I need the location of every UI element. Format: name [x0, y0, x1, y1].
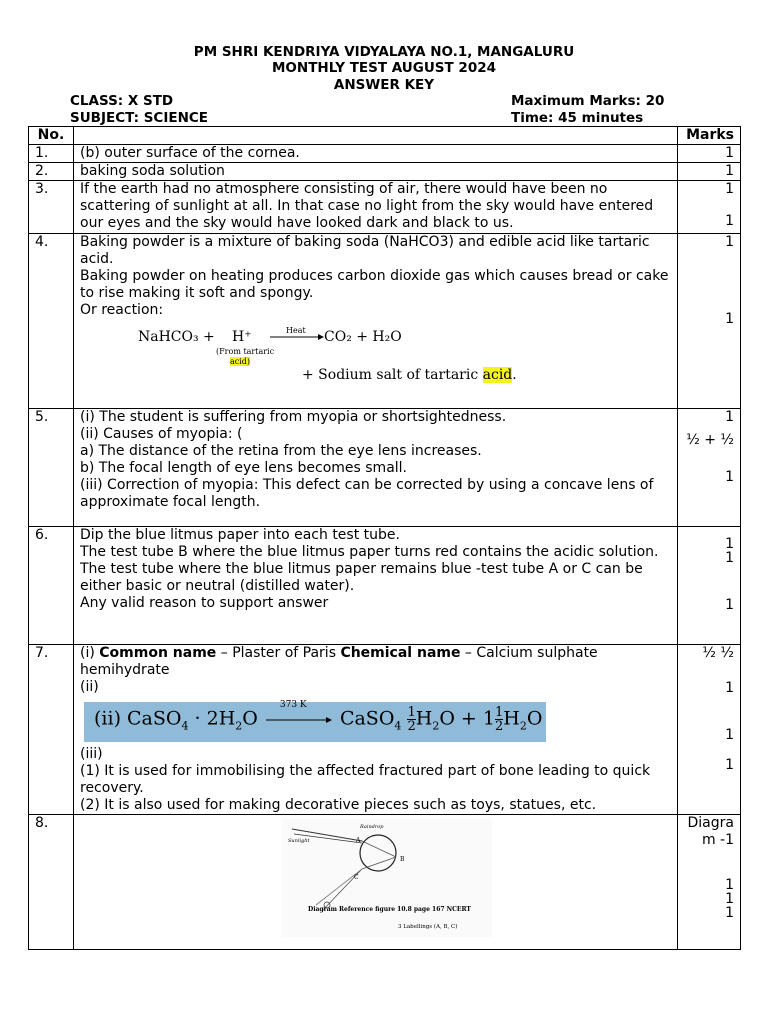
marks-value: 1 [725, 181, 734, 197]
eq-period: . [512, 367, 517, 383]
eq-reactant-2: H⁺ [232, 329, 252, 345]
question-number: 2. [29, 163, 74, 181]
question-number: 5. [29, 409, 74, 527]
marks-value: 1 [725, 905, 734, 921]
marks-value: ½ ½ [702, 645, 734, 661]
answer-key-table [28, 126, 741, 950]
marks-cell [678, 527, 741, 645]
answer-cell [74, 409, 678, 527]
table-row [29, 645, 741, 815]
chemical-name-label: Chemical name [340, 645, 461, 661]
marks-value: m -1 [701, 832, 734, 848]
question-number: 7. [29, 645, 74, 815]
part-iii-label: (iii) [80, 746, 103, 762]
answer-cell [74, 527, 678, 645]
answer-text: (iii) Correction of myopia: This defect can be corrected by using a concave lens of approximate focal length. [80, 477, 654, 510]
answer-text [80, 645, 671, 679]
marks-cell [678, 181, 741, 234]
eq-left: (ii) CaSO [94, 707, 182, 730]
diagram-label-b: B [400, 856, 405, 863]
frac-den: 2 [407, 719, 416, 734]
diagram-label-raindrop: Raindrop [360, 824, 384, 830]
table-row [29, 163, 741, 181]
header-marks: Marks [678, 127, 741, 145]
table-row [29, 234, 741, 409]
common-name-value: – Plaster of Paris [216, 645, 341, 661]
answer-text: The test tube B where the blue litmus paper turns red contains the acidic solution. [80, 544, 659, 560]
table-header-row [29, 127, 741, 145]
common-name-label: Common name [99, 645, 217, 661]
eq-acid-highlight: acid [482, 367, 513, 383]
raindrop-dispersion-svg [282, 819, 492, 937]
question-number: 3. [29, 181, 74, 234]
eq-reactant-1: NaHCO₃ + [138, 329, 215, 345]
eq-mid: · 2H [188, 707, 236, 730]
eq-condition: 373 K [279, 699, 307, 710]
eq-arrow-svg [264, 710, 334, 730]
diagram-label-a: A [356, 837, 361, 844]
subject-label: SUBJECT: SCIENCE [70, 110, 208, 126]
eq-fraction [407, 706, 415, 733]
answer-text: Baking powder on heating produces carbon dioxide gas which causes bread or cake to rise making it soft and spongy. [80, 268, 669, 301]
eq-products: CO₂ + H₂O [324, 329, 402, 345]
marks-value: 1 [725, 757, 734, 773]
marks-cell [678, 409, 741, 527]
marks-value: ½ + ½ [686, 432, 734, 448]
answer-cell [74, 645, 678, 815]
eq-line2 [302, 367, 517, 384]
marks-value: 1 [725, 536, 734, 552]
marks-value: 1 [725, 680, 734, 696]
frac-num: 1 [494, 705, 504, 720]
part-ii-label: (ii) [80, 679, 99, 695]
marks-value: 1 [725, 234, 734, 250]
table-row [29, 181, 741, 234]
max-marks-label: Maximum Marks: 20 [511, 93, 665, 109]
answer-text: The test tube where the blue litmus paper remains blue -test tube A or C can be either basic or neutral (distilled water). [80, 561, 643, 594]
answer-text: Any valid reason to support answer [80, 595, 329, 611]
marks-value: 1 [725, 727, 734, 743]
question-number: 1. [29, 145, 74, 163]
marks-value: Diagra [687, 815, 734, 831]
marks-value: 1 [725, 469, 734, 485]
eq-sub: 4 [394, 719, 402, 733]
eq-from-label: (From tartaric [216, 347, 275, 356]
eq-sub: 4 [181, 719, 189, 733]
eq-sub: 2 [235, 719, 243, 733]
diagram-label-c: C [354, 874, 359, 881]
reaction-arrow [270, 332, 324, 342]
eq-acid-label: acid) [230, 357, 251, 366]
marks-cell [678, 815, 741, 950]
marks-value: 1 [725, 550, 734, 566]
rainbow-diagram [282, 819, 492, 937]
answer-text: Or reaction: [80, 302, 164, 318]
diagram-labellings: 3 Labellings (A, B, C) [398, 924, 458, 930]
eq-h: H [415, 707, 433, 730]
answer-text: (b) outer surface of the cornea. [74, 145, 678, 163]
school-name: PM SHRI KENDRIYA VIDYALAYA NO.1, MANGALURU [193, 44, 575, 60]
eq-right: CaSO [339, 707, 395, 730]
class-label: CLASS: X STD [70, 93, 174, 109]
table-row [29, 145, 741, 163]
answer-text: b) The focal length of eye lens becomes small. [80, 460, 407, 476]
time-label: Time: 45 minutes [511, 110, 644, 126]
question-number: 8. [29, 815, 74, 950]
answer-text: baking soda solution [74, 163, 678, 181]
table-row [29, 815, 741, 950]
eq-h: H [503, 707, 520, 730]
answer-text: (2) It is also used for making decorative pieces such as toys, statues, etc. [80, 797, 597, 813]
marks-value: 1 [725, 409, 734, 425]
chemical-name-value: – Calcium sulphate hemihydrate [80, 645, 598, 678]
answer-cell [74, 234, 678, 409]
diagram-caption: Diagram Reference figure 10.8 page 167 NCERT [308, 906, 471, 913]
frac-den: 2 [494, 719, 504, 734]
eq-right-tail: O + 1 [439, 707, 495, 730]
eq-salt-text: + Sodium salt of tartaric [302, 367, 479, 383]
eq-sub: 2 [519, 719, 527, 733]
question-number: 6. [29, 527, 74, 645]
marks-value: 1 [725, 597, 734, 613]
diagram-label-sunlight: Sunlight [288, 838, 310, 844]
header-no: No. [29, 127, 74, 145]
eq-o: O [526, 707, 543, 730]
marks-value: 1 [725, 877, 734, 893]
answer-text: Dip the blue litmus paper into each test tube. [80, 527, 400, 543]
answer-text: (i) The student is suffering from myopia or shortsightedness. [80, 409, 507, 425]
part-i-label: (i) [80, 645, 100, 661]
marks-value: 1 [725, 891, 734, 907]
table-row [29, 409, 741, 527]
answer-text: If the earth had no atmosphere consisting of air, there would have been no scattering of sunlight at all. In that case no light from the sky would have entered our eyes and the sky would have looked dark and black to us. [74, 181, 678, 234]
eq-heat-label: Heat [286, 326, 306, 335]
marks-value: 1 [725, 213, 734, 229]
document-title: ANSWER KEY [333, 77, 435, 93]
answer-text: (1) It is used for immobilising the affected fractured part of bone leading to quick recovery. [80, 763, 651, 796]
eq-arrow [264, 699, 334, 730]
marks-value: 1 [678, 145, 741, 163]
eq-sub: 2 [432, 719, 440, 733]
answer-cell [74, 815, 678, 950]
marks-cell [678, 645, 741, 815]
answer-text: a) The distance of the retina from the eye lens increases. [80, 443, 482, 459]
answer-text: (ii) Causes of myopia: ( [80, 426, 243, 442]
table-row [29, 527, 741, 645]
reaction-equation [80, 327, 671, 401]
frac-num: 1 [407, 705, 416, 720]
marks-value: 1 [678, 163, 741, 181]
header-answer [74, 127, 678, 145]
eq-o: O [242, 707, 258, 730]
question-number: 4. [29, 234, 74, 409]
gypsum-equation [84, 699, 546, 742]
test-name: MONTHLY TEST AUGUST 2024 [272, 60, 496, 76]
marks-value: 1 [725, 311, 734, 327]
marks-cell [678, 234, 741, 409]
answer-text: Baking powder is a mixture of baking soda (NaHCO3) and edible acid like tartaric acid. [80, 234, 650, 267]
